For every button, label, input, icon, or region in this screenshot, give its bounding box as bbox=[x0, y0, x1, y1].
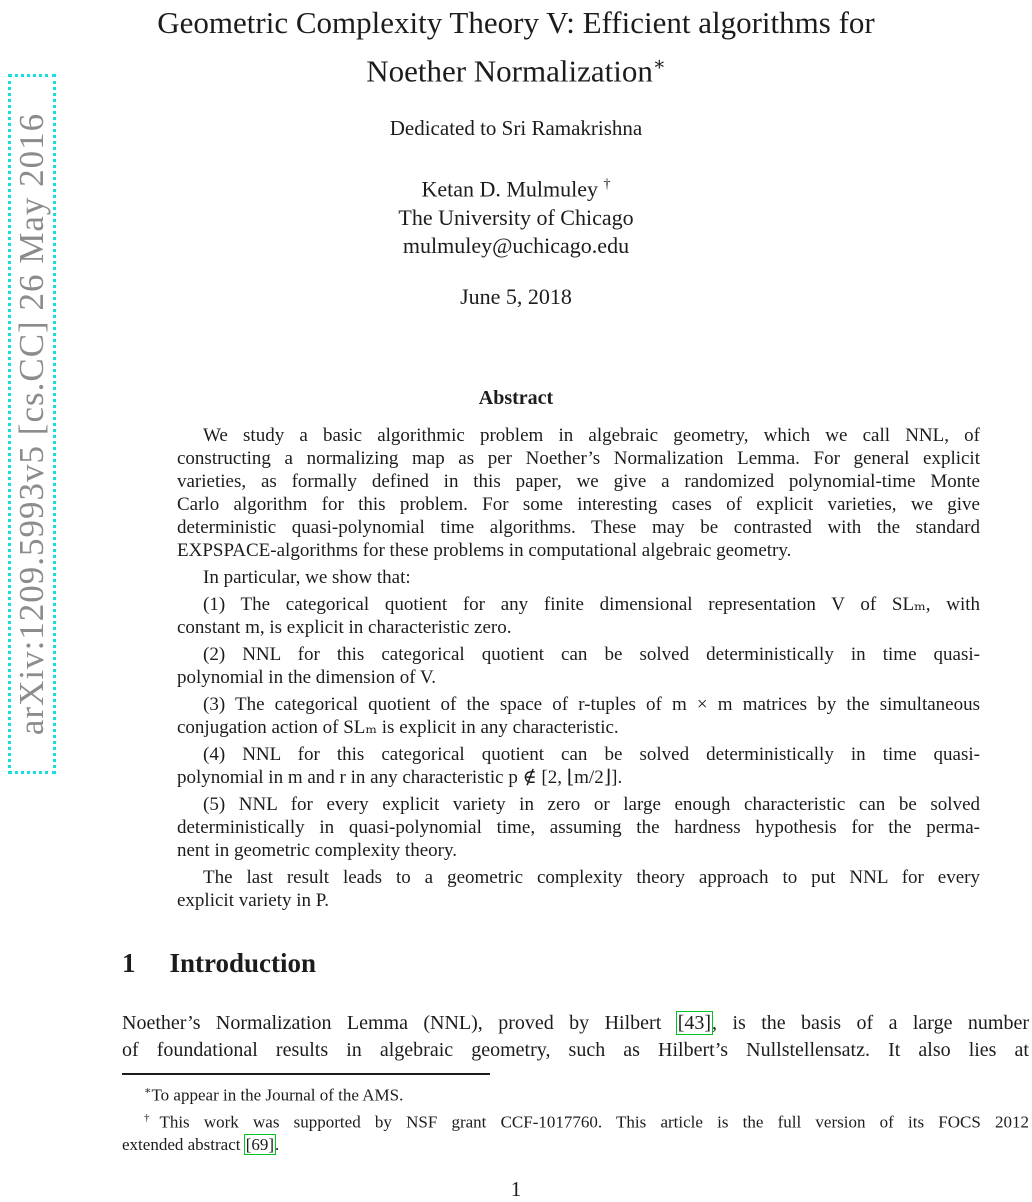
abstract-line: conjugation action of SLₘ is explicit in any characteristic. bbox=[177, 717, 619, 738]
abstract-item-2 bbox=[177, 643, 980, 689]
footnote-rule bbox=[122, 1073, 490, 1075]
citation-43-link[interactable]: [43] bbox=[677, 1012, 712, 1034]
abstract-item-1 bbox=[177, 593, 980, 639]
abstract-line: deterministically in quasi-polynomial time, assuming the hardness hypothesis for the perma- bbox=[177, 817, 980, 838]
author-footnote-marker: † bbox=[603, 177, 611, 192]
abstract-line: We study a basic algorithmic problem in algebraic geometry, which we call NNL, of bbox=[203, 425, 980, 446]
footnotes bbox=[122, 1080, 1029, 1156]
abstract-line: EXPSPACE-algorithms for these problems in computational algebraic geometry. bbox=[177, 540, 792, 561]
section-number: 1 bbox=[122, 948, 136, 978]
author-name: Ketan D. Mulmuley † bbox=[421, 176, 611, 202]
abstract-body bbox=[177, 424, 980, 912]
abstract-line: nent in geometric complexity theory. bbox=[177, 840, 457, 861]
paper-title-line2: Noether Normalization∗ bbox=[366, 53, 666, 89]
abstract-line: varieties, as formally defined in this paper, we give a randomized polynomial-time Monte bbox=[177, 471, 980, 492]
abstract-line: (5) NNL for every explicit variety in zero or large enough characteristic can be solved bbox=[203, 794, 980, 815]
paper-title bbox=[0, 2, 1032, 92]
page-number: 1 bbox=[510, 1177, 522, 1201]
abstract-line: (4) NNL for this categorical quotient can be solved deterministically in time quasi- bbox=[203, 744, 980, 765]
abstract-paragraph: In particular, we show that: bbox=[203, 567, 411, 588]
abstract-paragraph bbox=[177, 424, 980, 562]
section-1-heading bbox=[122, 948, 316, 979]
paper-date: June 5, 2018 bbox=[460, 284, 572, 309]
intro-line-1: Noether’s Normalization Lemma (NNL), proved by Hilbert [43], is the basis of a large number bbox=[122, 1012, 1029, 1034]
footnote-1: ∗To appear in the Journal of the AMS. bbox=[144, 1085, 404, 1105]
author-affiliation: The University of Chicago bbox=[398, 204, 634, 230]
abstract-item-4 bbox=[177, 743, 980, 789]
citation-69-link[interactable]: [69] bbox=[245, 1135, 275, 1155]
abstract-line: (1) The categorical quotient for any finite dimensional representation V of SLₘ, with bbox=[203, 594, 980, 615]
abstract-line: deterministic quasi-polynomial time algorithms. These may be contrasted with the standard bbox=[177, 517, 980, 538]
abstract-closing-paragraph bbox=[177, 866, 980, 912]
title-footnote-marker: ∗ bbox=[652, 54, 666, 75]
abstract-item-5 bbox=[177, 793, 980, 862]
abstract-line: polynomial in the dimension of V. bbox=[177, 667, 436, 688]
abstract-line: explicit variety in P. bbox=[177, 890, 329, 911]
footnote-2-line-1: †This work was supported by NSF grant CCF-1017760. This article is the full version of its FOCS 2012 bbox=[144, 1111, 1029, 1132]
abstract-line: (2) NNL for this categorical quotient can be solved deterministically in time quasi- bbox=[203, 644, 980, 665]
abstract-heading: Abstract bbox=[478, 387, 554, 409]
footnote-2-line-2: extended abstract [69]. bbox=[122, 1135, 280, 1155]
abstract-line: The last result leads to a geometric complexity theory approach to put NNL for every bbox=[203, 867, 980, 888]
abstract-line: constant m, is explicit in characteristic zero. bbox=[177, 617, 512, 638]
abstract-line: constructing a normalizing map as per Noether’s Normalization Lemma. For general explicit bbox=[177, 448, 980, 469]
footnote-1-marker: ∗ bbox=[144, 1085, 152, 1097]
author-email: mulmuley@uchicago.edu bbox=[402, 233, 630, 259]
abstract-line: (3) The categorical quotient of the space of r-tuples of m × m matrices by the simultaneous bbox=[203, 694, 980, 715]
abstract-line: Carlo algorithm for this problem. For some interesting cases of explicit varieties, we give bbox=[177, 494, 980, 515]
intro-line-2: of foundational results in algebraic geometry, such as Hilbert’s Nullstellensatz. It also lies at bbox=[122, 1039, 1029, 1061]
dedication: Dedicated to Sri Ramakrishna bbox=[389, 116, 643, 140]
section-title: Introduction bbox=[169, 948, 317, 978]
author-block bbox=[0, 171, 1032, 261]
introduction-paragraph bbox=[122, 1010, 1029, 1064]
paper-title-line1: Geometric Complexity Theory V: Efficient algorithms for bbox=[157, 5, 875, 40]
arxiv-watermark-text: arXiv:1209.5993v5 [cs.CC] 26 May 2016 bbox=[12, 112, 51, 736]
footnote-2-marker: † bbox=[144, 1111, 160, 1124]
abstract-line: polynomial in m and r in any characteristic p ∉ [2, ⌊m/2⌋]. bbox=[177, 767, 623, 788]
abstract-item-3 bbox=[177, 693, 980, 739]
